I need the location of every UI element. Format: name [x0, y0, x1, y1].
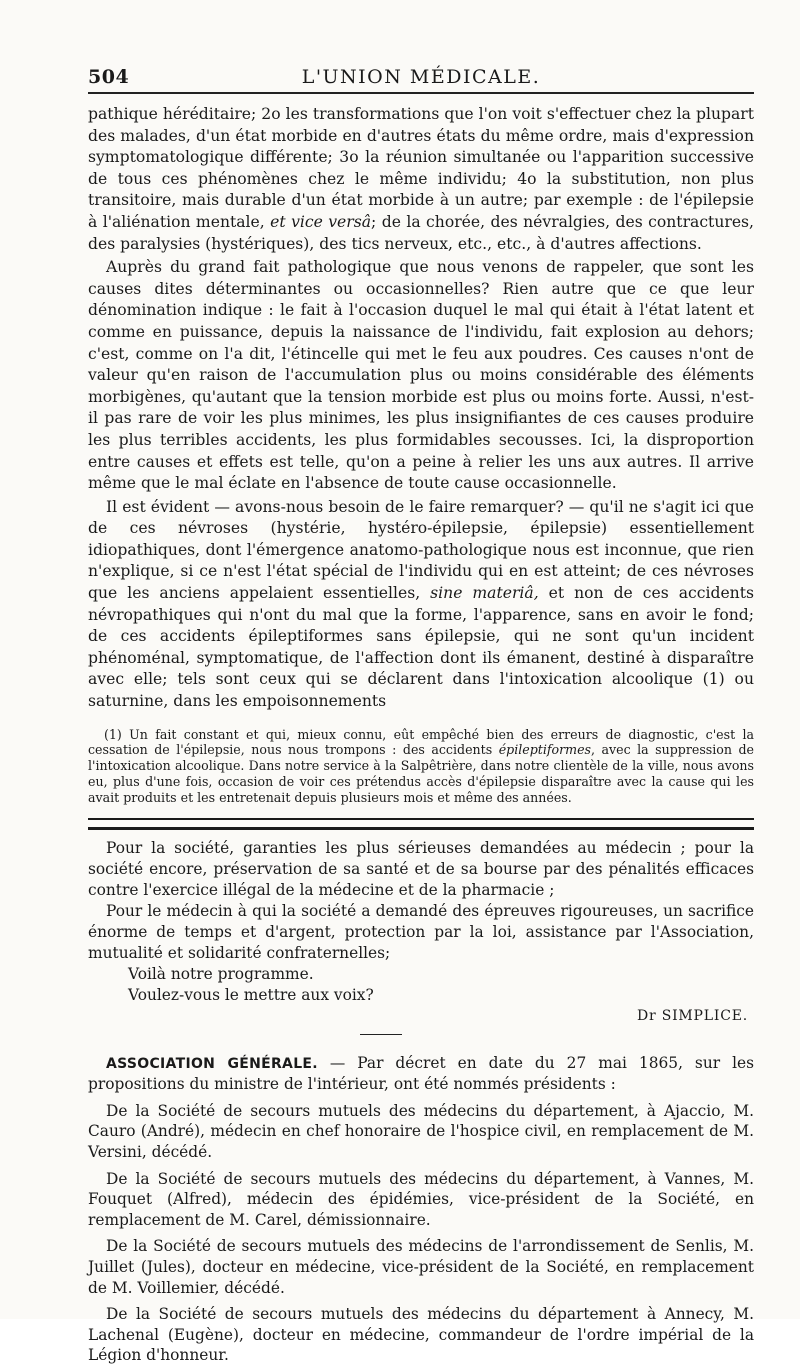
association-heading: ASSOCIATION GÉNÉRALE.	[106, 1055, 318, 1072]
association-item-vannes: De la Société de secours mutuels des médecins du département, à Vannes, M. Fouquet (Alfred), médecin des épidémies, vice-président de la Société, en remplacement de M. Carel, démissionnaire.	[88, 1169, 754, 1229]
main-article	[88, 104, 754, 713]
association-item-ajaccio: De la Société de secours mutuels des médecins du département, à Ajaccio, M. Cauro (André), médecin en chef honoraire de l'hospice civil, en remplacement de M. Versini, décédé.	[88, 1101, 754, 1161]
paragraph-1-tail: ; de la chorée, des névralgies, des contractures, des paralysies (hystériques), des tics nerveux, etc., etc., à d'autres affections.	[88, 212, 755, 253]
program-line-1: Voilà notre programme.	[128, 964, 314, 983]
association-lead-text: — Par décret en date du 27 mai 1865, sur les propositions du ministre de l'intérieur, ont été nommés présidents :	[88, 1053, 755, 1094]
paragraph-3-italic: sine materiâ,	[430, 584, 539, 603]
author-signature: Dr SIMPLICE.	[636, 1007, 748, 1024]
program-line-2: Voulez-vous le mettre aux voix?	[128, 985, 374, 1004]
section-divider	[88, 818, 754, 830]
footnote-text-b: , avec la suppression de l'intoxication alcoolique. Dans notre service à la Salpêtrière, dans notre clientèle de la ville, nous avons eu, plus d'une fois, occasion de voir ces prétendus accès d'épilepsie disparaître avec la cause qui les avait produits et les entretenait depuis plusieurs mois et même des années.	[88, 742, 755, 805]
footnote	[88, 727, 754, 806]
association-lead	[88, 1053, 754, 1095]
paragraph-1	[88, 104, 754, 255]
paragraph-1-italic: et vice versâ	[270, 212, 372, 231]
page-header	[88, 58, 754, 94]
paragraph-3-tail: et non de ces accidents névropathiques qui n'ont du mal que la forme, l'apparence, sans en avoir le fond; de ces accidents épileptiformes sans épilepsie, qui ne sont qu'un incident phénoménal, symptomatique, de l'affection dont ils émanent, destiné à disparaître avec elle; tels sont ceux qui se déclarent dans l'intoxication alcoolique (1) ou saturnine, dans les empoisonnements	[88, 584, 754, 711]
program-section	[88, 838, 754, 1035]
paragraph-3	[88, 497, 754, 713]
association-item-annecy: De la Société de secours mutuels des médecins du département à Annecy, M. Lachenal (Eugène), docteur en médecine, commandeur de l'ordre impérial de la Légion d'honneur.	[88, 1305, 754, 1365]
paragraph-2: Auprès du grand fait pathologique que nous venons de rappeler, que sont les causes dites déterminantes ou occasionnelles? Rien autre que ce que leur dénomination indique : le fait à l'occasion duquel le mal qui était à l'état latent et comme en puissance, depuis la naissance de l'individu, fait explosion au dehors; c'est, comme on l'a dit, l'étincelle qui met le feu aux poudres. Ces causes n'ont de valeur qu'en raison de l'accumulation plus ou moins considérable des éléments morbigènes, qu'autant que la tension morbide est plus ou moins forte. Aussi, n'est-il pas rare de voir les plus minimes, les plus insignifiantes de ces causes produire les plus terribles accidents, les plus formidables secousses. Ici, la disproportion entre causes et effets est telle, qu'on a peine à relier les uns aux autres. Il arrive même que le mal éclate en l'absence de toute cause occasionnelle.	[88, 258, 754, 493]
footnote-text-a: (1) Un fait constant et qui, mieux connu, eût empêché bien des erreurs de diagnostic, c'est la cessation de l'épilepsie, nous nous trompons : des accidents	[88, 726, 754, 758]
short-divider	[360, 1034, 402, 1035]
paragraph-3-text: Il est évident — avons-nous besoin de le faire remarquer? — qu'il ne s'agit ici que de ces névroses (hystérie, hystéro-épilepsie, épilepsie) essentiellement idiopathiques, dont l'émergence anatomo-pathologique nous est inconnue, que rien n'explique, si ce n'est l'état spécial de l'individu qui en est atteint; de ces névroses que les anciens appelaient essentielles,	[88, 497, 754, 603]
program-paragraph-1: Pour la société, garanties les plus sérieuses demandées au médecin ; pour la société encore, préservation de sa santé et de sa bourse par des pénalités efficaces contre l'exercice illégal de la médecine et de la pharmacie ;	[88, 838, 754, 899]
program-paragraph-2: Pour le médecin à qui la société a demandé des épreuves rigoureuses, un sacrifice énorme de temps et d'argent, protection par la loi, assistance par l'Association, mutualité et solidarité confraternelles;	[88, 901, 754, 962]
running-title: L'UNION MÉDICALE.	[301, 66, 541, 88]
page-number: 504	[88, 66, 130, 88]
paragraph-1-text: pathique héréditaire; 2o les transformations que l'on voit s'effectuer chez la plupart des malades, d'un état morbide en d'autres états du même ordre, mais d'expression symptomatologique différente; 3o la réunion simultanée ou l'apparition successive de tous ces phénomènes chez le même individu; 4o la substitution, non plus transitoire, mais durable d'un état morbide à un autre; par exemple : de l'épilepsie à l'aliénation mentale,	[88, 105, 754, 231]
footnote-italic: épileptiformes	[498, 742, 591, 758]
association-item-senlis: De la Société de secours mutuels des médecins de l'arrondissement de Senlis, M. Juillet (Jules), docteur en médecine, vice-président de la Société, en remplacement de M. Voillemier, décédé.	[88, 1237, 754, 1297]
